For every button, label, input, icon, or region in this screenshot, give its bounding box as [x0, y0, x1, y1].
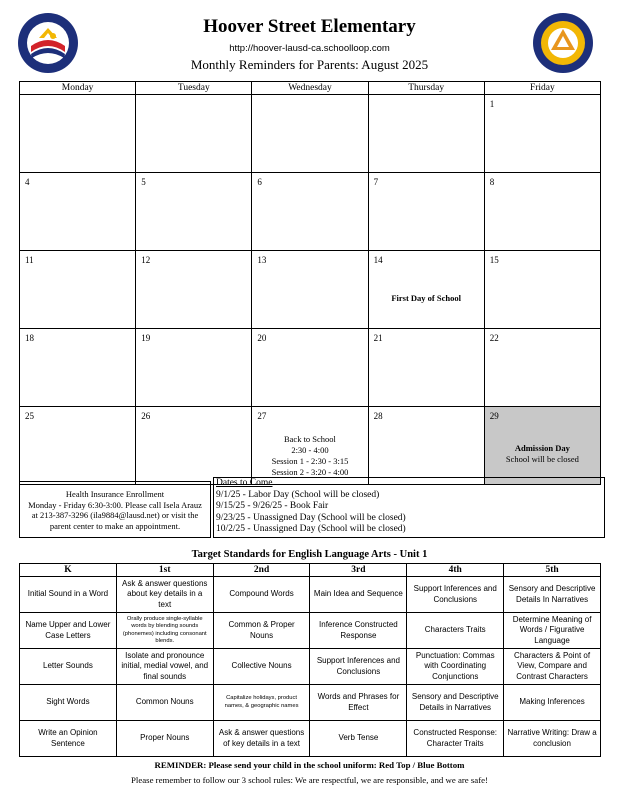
standards-row [20, 721, 601, 757]
standard-cell: Inference Constructed Response [310, 613, 407, 649]
health-line: at 213-387-3296 (ila9884@lausd.net) or visit the [31, 510, 199, 520]
health-insurance-box [19, 481, 211, 538]
standard-cell: Initial Sound in a Word [20, 577, 117, 613]
standard-cell: Name Upper and Lower Case Letters [20, 613, 117, 649]
day-number: 7 [373, 177, 379, 187]
day-number: 20 [257, 333, 267, 343]
grade-header: 1st [116, 564, 213, 577]
date-item: 9/23/25 - Unassigned Day (School will be closed) [216, 512, 406, 523]
day-number: 13 [257, 255, 267, 265]
calendar-day [368, 173, 484, 251]
page-header [0, 0, 619, 80]
calendar-day [368, 407, 484, 485]
standard-cell: Narrative Writing: Draw a conclusion [504, 721, 601, 757]
standard-cell: Orally produce single-syllable words by blending sounds (phonemes) including consonant blends. [116, 613, 213, 649]
calendar-day [484, 95, 600, 173]
calendar-day [20, 329, 136, 407]
grade-header: 2nd [213, 564, 310, 577]
calendar-day [136, 329, 252, 407]
day-header: Tuesday [136, 82, 252, 95]
school-url[interactable]: http://hoover-lausd-ca.schoolloop.com [229, 43, 390, 54]
calendar-day [20, 407, 136, 485]
grade-header: 5th [504, 564, 601, 577]
standard-cell: Common Nouns [116, 685, 213, 721]
calendar-day [368, 329, 484, 407]
day-number: 11 [25, 255, 34, 265]
event-line: Admission Day [514, 443, 570, 453]
dates-to-come-box [213, 477, 605, 538]
august-calendar [19, 81, 601, 485]
day-number: 1 [489, 99, 495, 109]
standard-cell: Proper Nouns [116, 721, 213, 757]
standard-cell: Compound Words [213, 577, 310, 613]
standard-cell: Main Idea and Sequence [310, 577, 407, 613]
standard-cell: Ask & answer questions about key details in a text [116, 577, 213, 613]
health-line: parent center to make an appointment. [49, 520, 181, 531]
day-number: 28 [373, 411, 383, 421]
standards-row [20, 649, 601, 685]
grade-header: K [20, 564, 117, 577]
standard-cell: Verb Tense [310, 721, 407, 757]
health-line: Health Insurance Enrollment [65, 489, 165, 499]
date-item: 10/2/25 - Unassigned Day (School will be closed) [216, 524, 406, 534]
day-number: 5 [141, 177, 146, 187]
day-header: Thursday [368, 82, 484, 95]
calendar-week [20, 251, 601, 329]
standard-cell: Isolate and pronounce initial, medial vowel, and final sounds [116, 649, 213, 685]
school-name: Hoover Street Elementary [203, 16, 416, 37]
calendar-week [20, 329, 601, 407]
gold-ribbon-school-logo [532, 12, 594, 74]
calendar-week [20, 173, 601, 251]
standard-cell: Sight Words [20, 685, 117, 721]
calendar-day [20, 95, 136, 173]
calendar-day [368, 95, 484, 173]
event-line: School will be closed [505, 454, 579, 464]
standard-cell: Capitalize holidays, product names, & geographic names [213, 685, 310, 721]
standards-title: Target Standards for English Language Arts - Unit 1 [191, 549, 428, 560]
day-number: 15 [489, 255, 499, 265]
standard-cell: Sensory and Descriptive Details In Narratives [504, 577, 601, 613]
day-number: 26 [141, 411, 151, 421]
calendar-day [20, 173, 136, 251]
standard-cell: Characters Traits [407, 613, 504, 649]
page-subtitle: Monthly Reminders for Parents: August 2025 [190, 57, 429, 72]
dates-to-come-heading: Dates to Come [216, 478, 273, 488]
date-item: 9/15/25 - 9/26/25 - Book Fair [216, 501, 329, 511]
school-rules: Please remember to follow our 3 school rules: We are respectful, we are responsible, and we are safe! [131, 775, 488, 785]
calendar-day [252, 329, 368, 407]
calendar-week [20, 95, 601, 173]
standard-cell: Write an Opinion Sentence [20, 721, 117, 757]
standards-table [19, 563, 601, 757]
standard-cell: Constructed Response: Character Traits [407, 721, 504, 757]
standard-cell: Sensory and Descriptive Details in Narratives [407, 685, 504, 721]
day-header: Friday [484, 82, 600, 95]
day-number: 19 [141, 333, 151, 343]
grade-header: 3rd [310, 564, 407, 577]
day-event [252, 434, 367, 478]
standard-cell: Letter Sounds [20, 649, 117, 685]
day-number: 6 [257, 177, 262, 187]
standards-row [20, 685, 601, 721]
calendar-day [484, 251, 600, 329]
standard-cell: Support Inferences and Conclusions [407, 577, 504, 613]
calendar-day [136, 173, 252, 251]
calendar-day [20, 251, 136, 329]
standard-cell: Support Inferences and Conclusions [310, 649, 407, 685]
health-line: Monday - Friday 6:30-3:00. Please call Isela Arauz [28, 499, 202, 510]
day-number: 14 [373, 255, 383, 265]
day-event [485, 443, 600, 465]
standard-cell: Making Inferences [504, 685, 601, 721]
calendar-week [20, 407, 601, 485]
calendar-day [368, 251, 484, 329]
calendar-day [484, 329, 600, 407]
event-line: First Day of School [391, 293, 461, 303]
day-number: 22 [489, 333, 499, 343]
day-number: 25 [25, 411, 34, 421]
standards-row [20, 613, 601, 649]
event-line: Session 1 - 2:30 - 3:15 [271, 456, 349, 466]
day-header: Monday [20, 82, 136, 95]
day-event [369, 293, 484, 304]
date-item: 9/1/25 - Labor Day (School will be closed) [216, 489, 380, 500]
calendar-day [136, 407, 252, 485]
calendar-day [252, 407, 368, 485]
standard-cell: Common & Proper Nouns [213, 613, 310, 649]
day-number: 12 [141, 255, 151, 265]
standard-cell: Words and Phrases for Effect [310, 685, 407, 721]
day-number: 4 [25, 177, 30, 187]
day-number: 29 [489, 411, 499, 421]
calendar-day [252, 95, 368, 173]
standard-cell: Ask & answer questions of key details in a text [213, 721, 310, 757]
calendar-day [136, 95, 252, 173]
calendar-day [484, 407, 600, 485]
day-number: 18 [25, 333, 34, 343]
calendar-day [136, 251, 252, 329]
standard-cell: Determine Meaning of Words / Figurative Language [504, 613, 601, 649]
event-line: 2:30 - 4:00 [291, 445, 329, 455]
calendar-day [252, 173, 368, 251]
event-line: Back to School [283, 434, 336, 444]
standards-row [20, 577, 601, 613]
event-line: Session 2 - 3:20 - 4:00 [271, 467, 349, 477]
day-number: 8 [489, 177, 495, 187]
uniform-reminder: REMINDER: Please send your child in the school uniform: Red Top / Blue Bottom [154, 760, 465, 770]
day-header: Wednesday [252, 82, 368, 95]
calendar-day [484, 173, 600, 251]
grade-header: 4th [407, 564, 504, 577]
day-number: 27 [257, 411, 267, 421]
standard-cell: Characters & Point of View, Compare and Contrast Characters [504, 649, 601, 685]
standard-cell: Punctuation: Commas with Coordinating Conjunctions [407, 649, 504, 685]
calendar-day [252, 251, 368, 329]
standard-cell: Collective Nouns [213, 649, 310, 685]
day-number: 21 [373, 333, 383, 343]
